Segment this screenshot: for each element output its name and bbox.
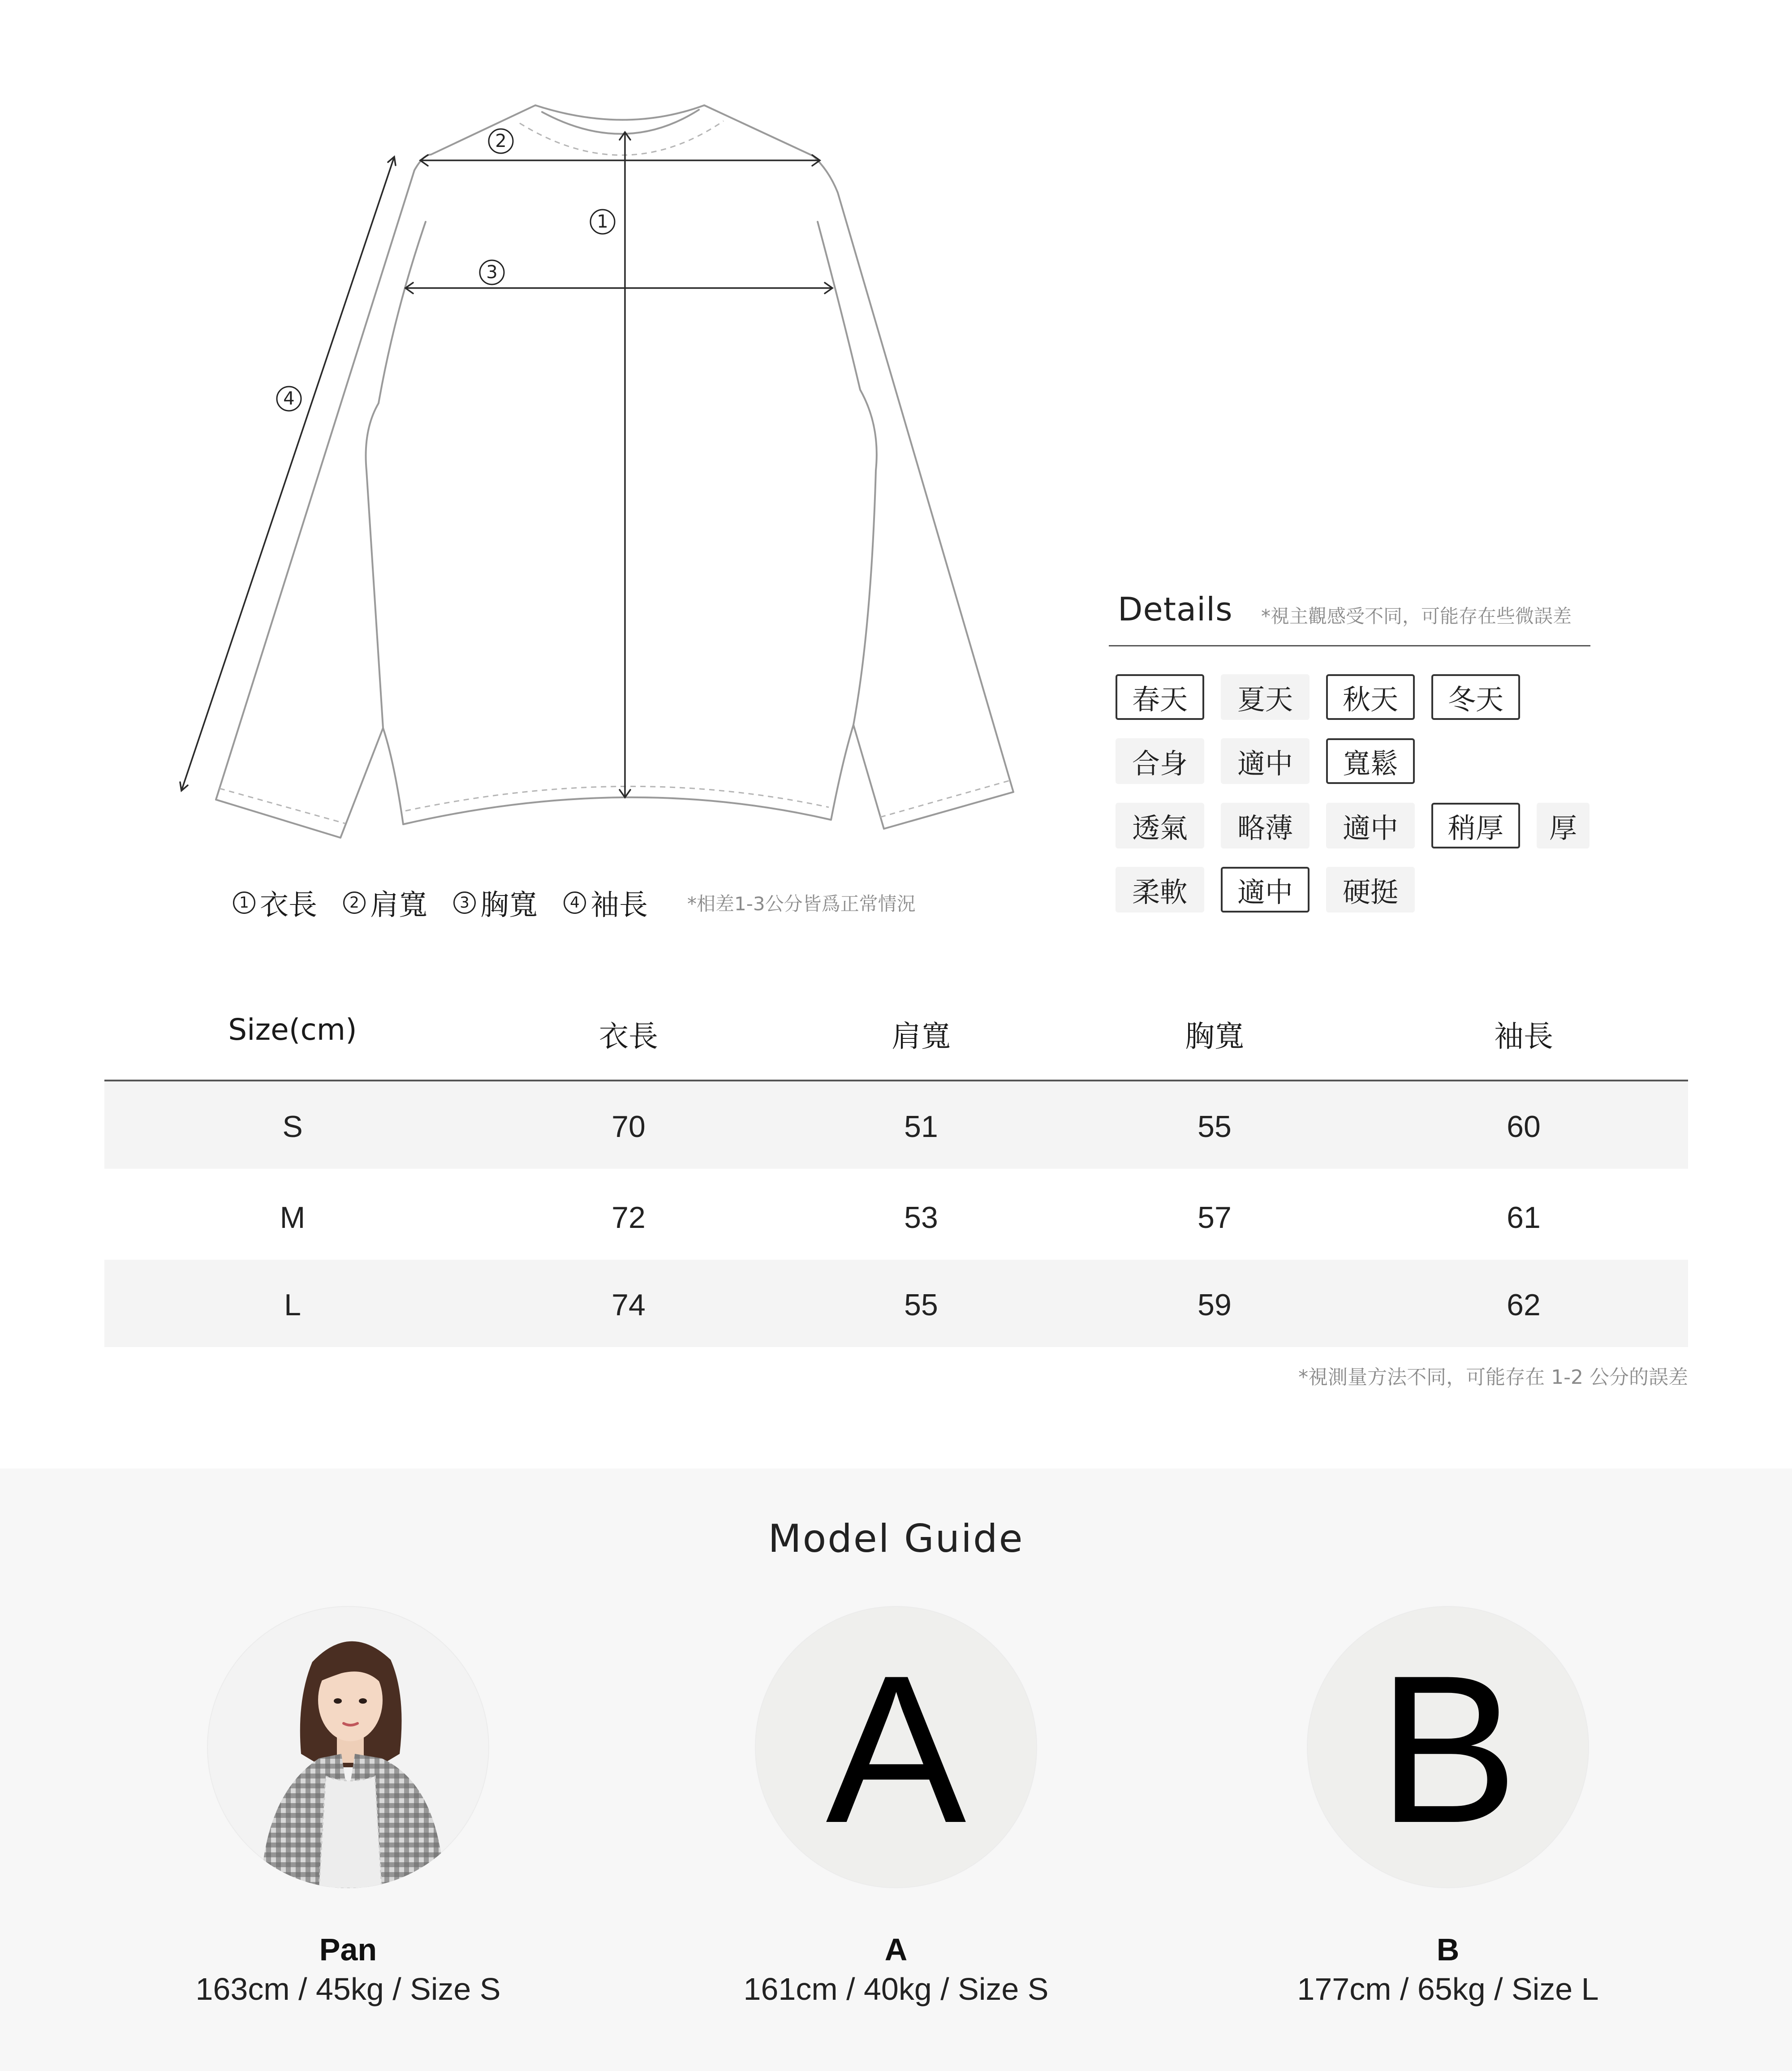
table-cell: 74 bbox=[612, 1288, 646, 1322]
table-cell: 57 bbox=[1198, 1201, 1232, 1235]
detail-chip: 寬鬆 bbox=[1326, 738, 1415, 784]
table-header-sleeve: 袖長 bbox=[1494, 1019, 1553, 1054]
model-name: Pan bbox=[319, 1932, 377, 1967]
legend-label: 胸寬 bbox=[480, 889, 538, 922]
table-row bbox=[104, 1260, 1688, 1347]
detail-chip: 冬天 bbox=[1431, 674, 1520, 720]
legend-item-length bbox=[233, 882, 317, 923]
size-table-note: *視測量方法不同，可能存在 1-2 公分的誤差 bbox=[1298, 1366, 1688, 1389]
legend-label: 袖長 bbox=[590, 889, 648, 922]
detail-chip: 厚 bbox=[1537, 803, 1590, 848]
legend-item-chest bbox=[453, 882, 538, 923]
svg-text:1: 1 bbox=[597, 211, 608, 232]
details-row-thickness bbox=[1116, 803, 1606, 848]
model-stats: 161cm / 40kg / Size S bbox=[743, 1972, 1049, 2006]
legend-num: 4 bbox=[564, 891, 586, 914]
model-name: B bbox=[1436, 1932, 1460, 1967]
detail-chip: 春天 bbox=[1116, 674, 1204, 720]
svg-text:4: 4 bbox=[283, 388, 295, 409]
avatar-letter: B bbox=[1378, 1632, 1518, 1867]
table-cell: S bbox=[282, 1110, 303, 1144]
detail-chip: 硬挺 bbox=[1326, 867, 1415, 913]
sleeve-arrow bbox=[181, 157, 394, 791]
avatar-letter: A bbox=[826, 1632, 966, 1867]
legend-item-shoulder bbox=[343, 882, 427, 923]
detail-chip: 透氣 bbox=[1116, 803, 1204, 848]
table-header-chest: 胸寬 bbox=[1185, 1019, 1244, 1054]
table-cell: 55 bbox=[904, 1288, 938, 1322]
model-avatar-a bbox=[755, 1606, 1037, 1888]
detail-chip: 合身 bbox=[1116, 738, 1204, 784]
table-cell: 53 bbox=[904, 1201, 938, 1235]
table-cell: 62 bbox=[1507, 1288, 1541, 1322]
table-cell: 59 bbox=[1198, 1288, 1232, 1322]
table-cell: L bbox=[284, 1288, 301, 1322]
detail-chip: 夏天 bbox=[1221, 674, 1310, 720]
legend-label: 衣長 bbox=[260, 889, 317, 922]
detail-chip: 稍厚 bbox=[1431, 803, 1520, 848]
table-row bbox=[104, 1172, 1688, 1260]
legend-num: 1 bbox=[233, 891, 255, 914]
marker-2 bbox=[489, 129, 513, 153]
svg-text:2: 2 bbox=[495, 131, 507, 151]
detail-chip: 適中 bbox=[1221, 738, 1310, 784]
model-guide-title: Model Guide bbox=[768, 1516, 1024, 1561]
svg-text:3: 3 bbox=[486, 262, 498, 283]
legend-label: 肩寬 bbox=[370, 889, 427, 922]
model-name: A bbox=[884, 1932, 908, 1967]
model-avatar-b bbox=[1307, 1606, 1589, 1888]
detail-chip: 秋天 bbox=[1326, 674, 1415, 720]
legend-item-sleeve bbox=[564, 882, 648, 923]
table-cell: 51 bbox=[904, 1110, 938, 1144]
table-header-size: Size(cm) bbox=[228, 1012, 357, 1047]
model-portrait-illustration bbox=[207, 1606, 489, 1888]
details-row-fit bbox=[1116, 738, 1431, 784]
table-cell: 60 bbox=[1507, 1110, 1541, 1144]
details-note: *視主觀感受不同，可能存在些微誤差 bbox=[1261, 605, 1572, 627]
table-header-shoulder: 肩寬 bbox=[892, 1019, 951, 1054]
detail-chip: 柔軟 bbox=[1116, 867, 1204, 913]
table-header-length: 衣長 bbox=[599, 1019, 658, 1054]
table-cell: 70 bbox=[612, 1110, 646, 1144]
model-stats: 163cm / 45kg / Size S bbox=[195, 1972, 501, 2006]
table-cell: M bbox=[280, 1201, 306, 1235]
detail-chip: 略薄 bbox=[1221, 803, 1310, 848]
table-cell: 72 bbox=[612, 1201, 646, 1235]
size-table-header bbox=[104, 1012, 1688, 1066]
model-stats: 177cm / 65kg / Size L bbox=[1297, 1972, 1599, 2006]
marker-3 bbox=[480, 260, 504, 284]
table-cell: 55 bbox=[1198, 1110, 1232, 1144]
diagram-note: *相差1-3公分皆爲正常情況 bbox=[687, 893, 916, 915]
table-row bbox=[104, 1081, 1688, 1169]
detail-chip: 適中 bbox=[1326, 803, 1415, 848]
measurement-legend bbox=[233, 885, 916, 921]
details-divider bbox=[1109, 645, 1590, 646]
marker-4 bbox=[277, 387, 301, 411]
table-cell: 61 bbox=[1507, 1201, 1541, 1235]
garment-diagram bbox=[0, 0, 1084, 896]
legend-num: 2 bbox=[343, 891, 366, 914]
legend-num: 3 bbox=[453, 891, 476, 914]
marker-1 bbox=[590, 210, 615, 234]
model-avatar-photo bbox=[207, 1606, 489, 1888]
detail-chip: 適中 bbox=[1221, 867, 1310, 913]
details-row-season bbox=[1116, 674, 1537, 720]
details-title: Details bbox=[1118, 590, 1233, 628]
garment-outline bbox=[216, 105, 1013, 838]
details-row-texture bbox=[1116, 867, 1431, 913]
